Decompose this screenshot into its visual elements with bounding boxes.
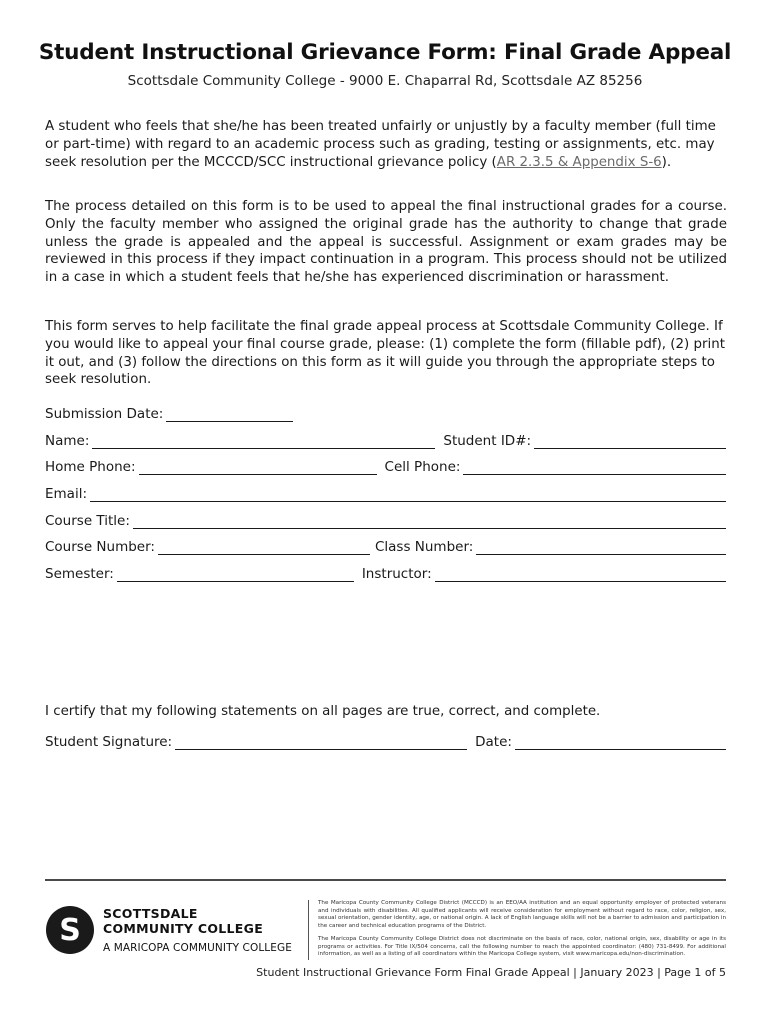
signature-row	[45, 730, 726, 750]
email-row	[45, 482, 726, 502]
name-field[interactable]	[92, 434, 435, 449]
home-phone-field[interactable]	[139, 460, 377, 475]
college-logo-mark-icon	[45, 905, 95, 955]
logo-mark-letter: S	[59, 913, 81, 948]
date-label: Date:	[475, 734, 512, 750]
footer-divider	[45, 879, 726, 881]
footer-vertical-divider	[308, 900, 309, 960]
course-number-row	[45, 535, 726, 555]
submission-date-label: Submission Date:	[45, 406, 164, 422]
semester-row	[45, 562, 726, 582]
policy-link[interactable]: AR 2.3.5 & Appendix S-6	[496, 154, 662, 170]
college-logo	[45, 902, 305, 962]
class-number-field[interactable]	[476, 540, 726, 555]
intro-paragraph	[45, 118, 727, 171]
class-number-label: Class Number:	[374, 539, 474, 555]
semester-label: Semester:	[45, 566, 114, 582]
date-field[interactable]	[515, 735, 726, 750]
logo-name-line1: SCOTTSDALE	[103, 906, 198, 921]
signature-field[interactable]	[175, 735, 467, 750]
college-address: Scottsdale Community College - 9000 E. Chaparral Rd, Scottsdale AZ 85256	[127, 73, 643, 89]
course-title-field[interactable]	[133, 514, 726, 529]
email-label: Email:	[45, 486, 88, 502]
page-title: Student Instructional Grievance Form: Final Grade Appeal	[38, 40, 732, 65]
course-number-field[interactable]	[158, 540, 370, 555]
purpose-paragraph: This form serves to help facilitate the final grade appeal process at Scottsdale Community College. If you would like to appeal your final course grade, please: (1) complete the form (fillable pdf), (2) print it out, and (3) follow the directions on this form as it will guide you through the appropriate steps to seek resolution.	[45, 319, 725, 388]
cell-phone-label: Cell Phone:	[384, 459, 461, 475]
semester-field[interactable]	[117, 567, 354, 582]
student-id-label: Student ID#:	[443, 433, 532, 449]
cell-phone-field[interactable]	[463, 460, 726, 475]
certification-statement: I certify that my following statements on all pages are true, correct, and complete.	[45, 704, 601, 719]
logo-tagline: A MARICOPA COMMUNITY COLLEGE	[103, 942, 292, 954]
phone-row	[45, 455, 726, 475]
name-row	[45, 429, 726, 449]
student-id-field[interactable]	[534, 434, 726, 449]
logo-name-line2: COMMUNITY COLLEGE	[103, 921, 264, 936]
course-title-label: Course Title:	[45, 513, 130, 529]
intro-text-end: ).	[661, 154, 672, 170]
course-number-label: Course Number:	[45, 539, 155, 555]
name-label: Name:	[45, 433, 90, 449]
submission-date-field[interactable]	[166, 407, 293, 422]
submission-date-row	[45, 402, 726, 422]
intro-text: A student who feels that she/he has been treated unfairly or unjustly by a faculty member (full time or part-time) with regard to an academic process such as grading, testing or assignments, etc. may seek resolution per the MCCCD/SCC instructional grievance policy (	[45, 119, 716, 170]
eeo-disclaimer: The Maricopa County Community College District (MCCCD) is an EEO/AA institution and an equal opportunity employer of protected veterans and individuals with disabilities. All qualified applicants will receive consideration for employment without regard to race, color, religion, sex, sexual orientation, gender identity, age, or national origin. A lack of English language skills will not be a barrier to admission and participation in the career and technical education programs of the District.	[318, 900, 726, 929]
instructor-label: Instructor:	[361, 566, 432, 582]
nondiscrimination-disclaimer: The Maricopa County Community College District does not discriminate on the basis of race, color, national origin, sex, disability or age in its programs or activities. For Title IX/504 concerns, call the following number to reach the appointed coordinator: (480) 731-8499. For additional information, as well as a listing of all coordinators within the Maricopa College system, visit www.maricopa.edu/non-discrimination.	[318, 936, 726, 957]
course-title-row	[45, 509, 726, 529]
email-field[interactable]	[90, 487, 726, 502]
home-phone-label: Home Phone:	[45, 459, 136, 475]
process-paragraph: The process detailed on this form is to be used to appeal the final instructional grades for a course. Only the faculty member who assigned the original grade has the authority to change that grade unless the grade is appealed and the appeal is successful. Assignment or exam grades may be reviewed in this process if they impact continuation in a program. This process should not be utilized in a case in which a student feels that he/she has experienced discrimination or harassment.	[45, 199, 727, 286]
page-footer: Student Instructional Grievance Form Final Grade Appeal | January 2023 | Page 1 of 5	[256, 966, 726, 979]
signature-label: Student Signature:	[45, 734, 173, 750]
instructor-field[interactable]	[435, 567, 726, 582]
